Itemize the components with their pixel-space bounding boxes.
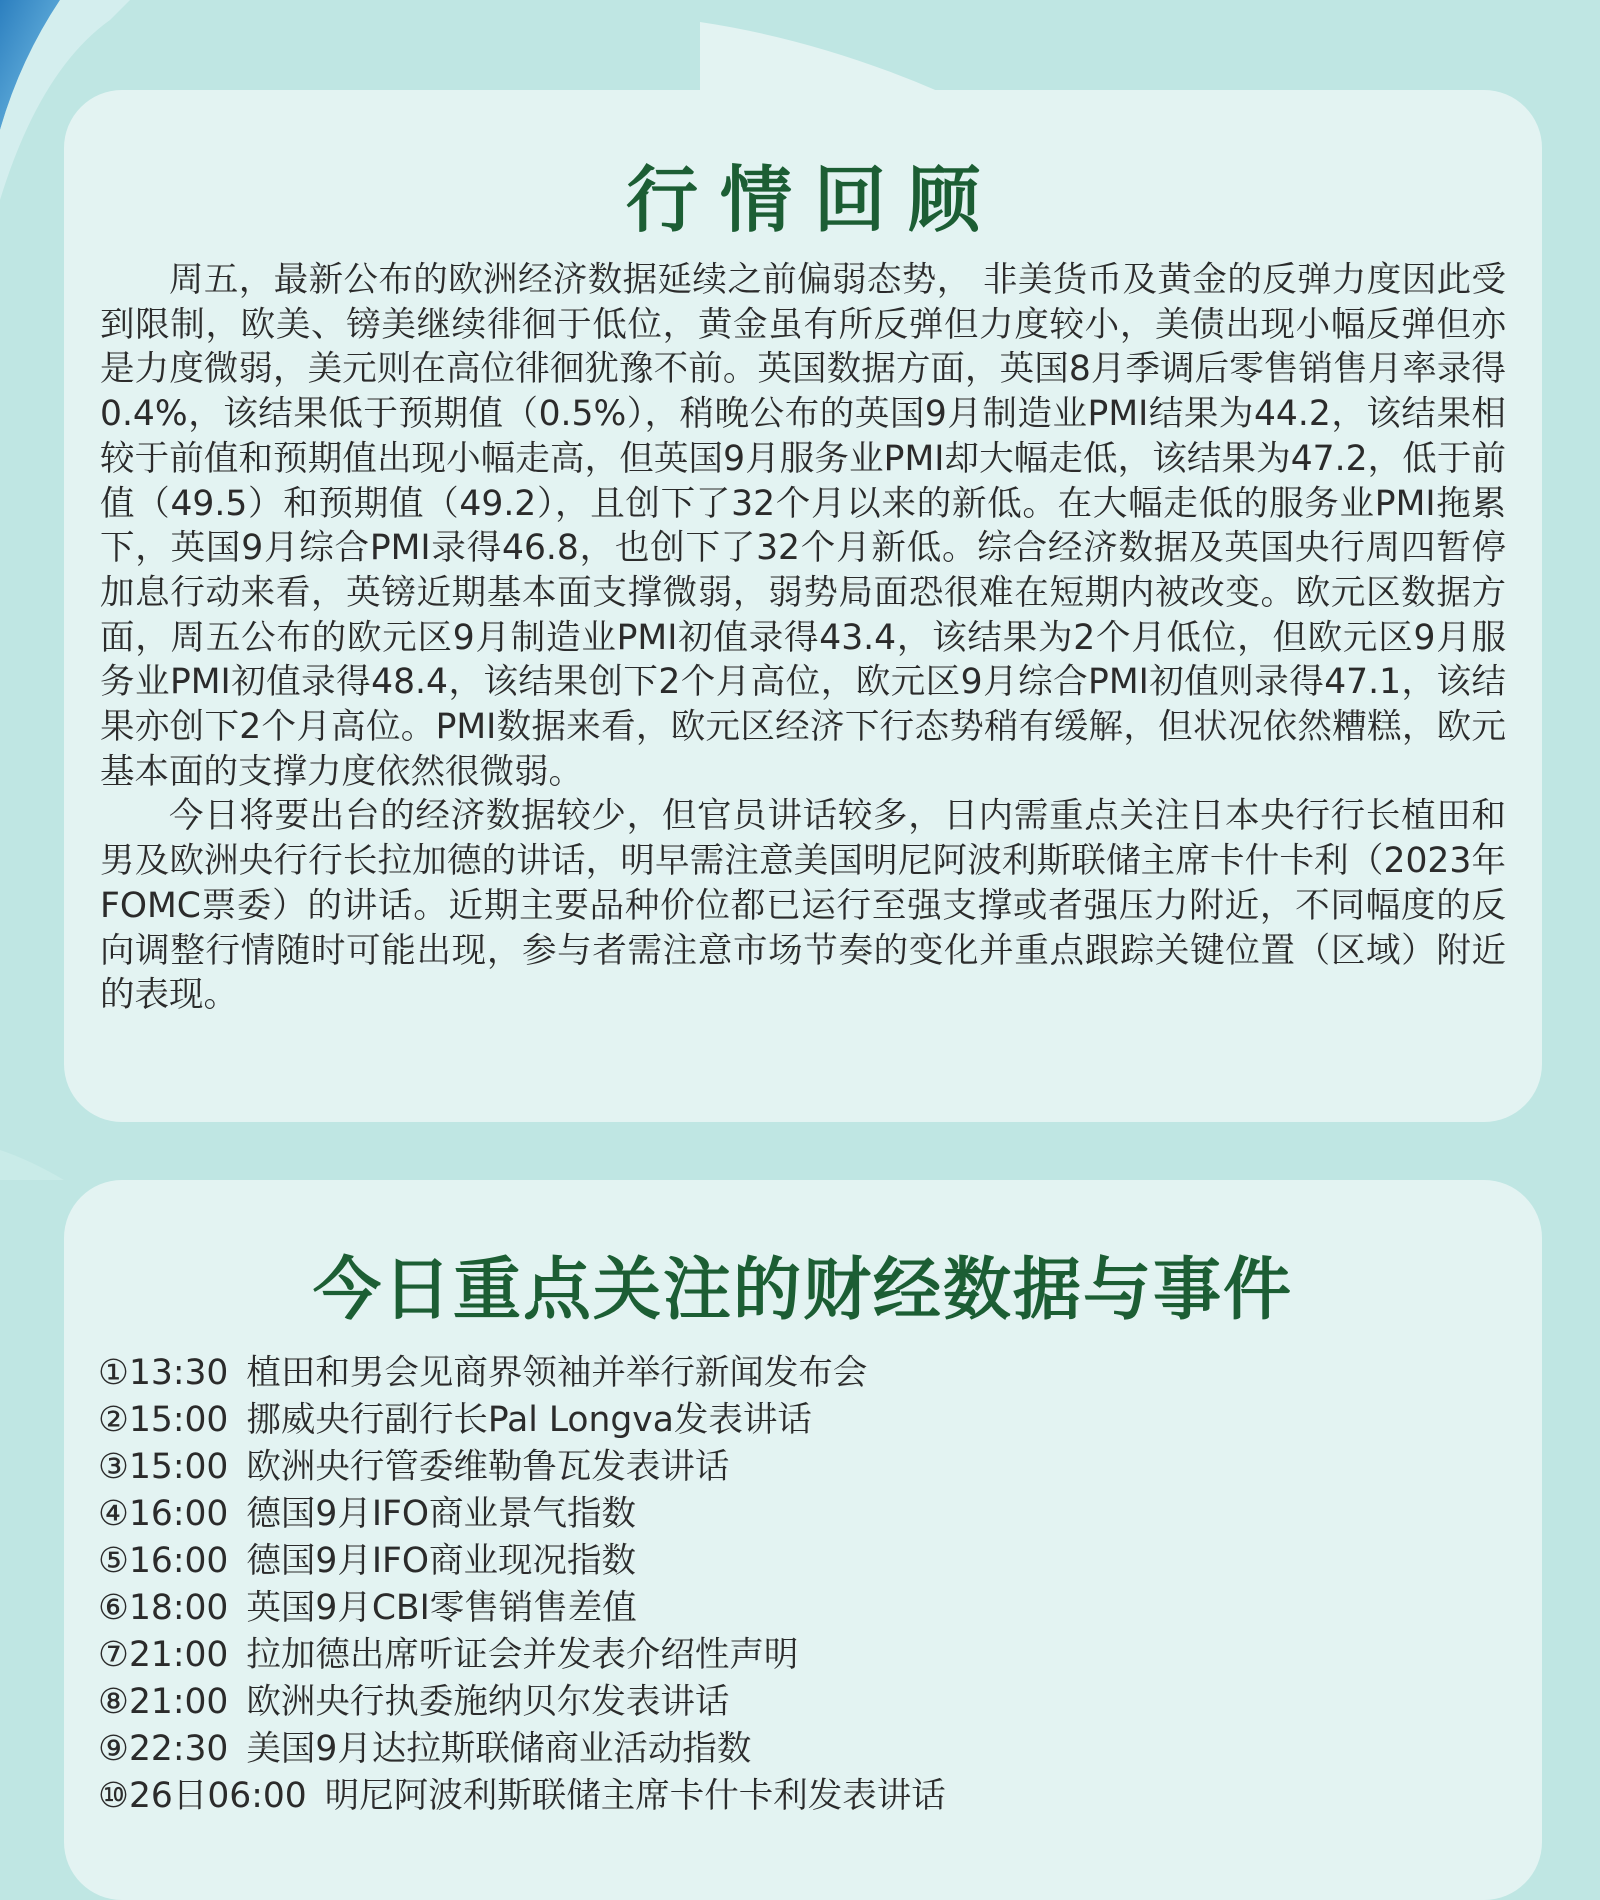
event-list: [98, 1350, 946, 1820]
event-time: 13:30: [128, 1353, 229, 1393]
market-review-body: [100, 258, 1506, 1018]
event-text: 德国9月IFO商业景气指数: [246, 1494, 636, 1534]
event-text: 明尼阿波利斯联储主席卡什卡利发表讲话: [324, 1776, 946, 1816]
market-review-title: 行情回顾: [625, 158, 1002, 242]
event-number: ③: [98, 1447, 129, 1487]
event-time: 18:00: [128, 1588, 229, 1628]
event-number: ①: [98, 1353, 129, 1393]
event-text: 英国9月CBI零售销售差值: [246, 1588, 637, 1628]
event-number: ⑤: [98, 1541, 129, 1581]
event-number: ⑩: [98, 1776, 129, 1816]
list-item: [98, 1726, 946, 1773]
event-time: 21:00: [128, 1682, 229, 1722]
event-text: 欧洲央行执委施纳贝尔发表讲话: [246, 1682, 730, 1722]
market-review-panel: [64, 90, 1542, 1122]
review-paragraph: 周五，最新公布的欧洲经济数据延续之前偏弱态势， 非美货币及黄金的反弹力度因此受到限制，欧美、镑美继续徘徊于低位，黄金虽有所反弹但力度较小，美债出现小幅反弹但亦是力度微弱，美元则在高位徘徊犹豫不前。英国数据方面，英国8月季调后零售销售月率录得0.4%，该结果低于预期值（0.5%），稍晚公布的英国9月制造业PMI结果为44.2，该结果相较于前值和预期值出现小幅走高，但英国9月服务业PMI却大幅走低，该结果为47.2，低于前值（49.5）和预期值（49.2），且创下了32个月以来的新低。在大幅走低的服务业PMI拖累下，英国9月综合PMI录得46.8，也创下了32个月新低。综合经济数据及英国央行周四暂停加息行动来看，英镑近期基本面支撑微弱，弱势局面恐很难在短期内被改变。欧元区数据方面，周五公布的欧元区9月制造业PMI初值录得43.4，该结果为2个月低位，但欧元区9月服务业PMI初值录得48.4，该结果创下2个月高位，欧元区9月综合PMI初值则录得47.1，该结果亦创下2个月高位。PMI数据来看，欧元区经济下行态势稍有缓解，但状况依然糟糕，欧元基本面的支撑力度依然很微弱。: [100, 260, 1506, 792]
list-item: [98, 1585, 946, 1632]
event-number: ④: [98, 1494, 129, 1534]
event-time: 21:00: [128, 1635, 229, 1675]
event-number: ②: [98, 1400, 129, 1440]
event-number: ⑦: [98, 1635, 129, 1675]
event-text: 挪威央行副行长Pal Longva发表讲话: [246, 1400, 812, 1440]
list-item: [98, 1773, 946, 1820]
list-item: [98, 1538, 946, 1585]
event-time: 15:00: [128, 1400, 229, 1440]
event-number: ⑨: [98, 1729, 129, 1769]
event-text: 拉加德出席听证会并发表介绍性声明: [246, 1635, 799, 1675]
event-time: 22:30: [128, 1729, 229, 1769]
list-item: [98, 1632, 946, 1679]
event-text: 植田和男会见商界领袖并举行新闻发布会: [246, 1353, 868, 1393]
event-number: ⑥: [98, 1588, 129, 1628]
event-time: 26日06:00: [128, 1776, 307, 1816]
key-events-panel: [64, 1180, 1542, 1900]
review-paragraph: 今日将要出台的经济数据较少，但官员讲话较多，日内需重点关注日本央行行长植田和男及欧洲央行行长拉加德的讲话，明早需注意美国明尼阿波利斯联储主席卡什卡利（2023年FOMC票委）的讲话。近期主要品种价位都已运行至强支撑或者强压力附近，不同幅度的反向调整行情随时可能出现，参与者需注意市场节奏的变化并重点跟踪关键位置（区域）附近的表现。: [100, 796, 1506, 1016]
event-text: 美国9月达拉斯联储商业活动指数: [246, 1729, 752, 1769]
event-time: 16:00: [128, 1541, 229, 1581]
event-time: 15:00: [128, 1447, 229, 1487]
key-events-title: 今日重点关注的财经数据与事件: [312, 1251, 1293, 1330]
event-text: 德国9月IFO商业现况指数: [246, 1541, 636, 1581]
list-item: [98, 1444, 946, 1491]
event-text: 欧洲央行管委维勒鲁瓦发表讲话: [246, 1447, 730, 1487]
event-number: ⑧: [98, 1682, 129, 1722]
list-item: [98, 1679, 946, 1726]
event-time: 16:00: [128, 1494, 229, 1534]
list-item: [98, 1350, 946, 1397]
list-item: [98, 1491, 946, 1538]
list-item: [98, 1397, 946, 1444]
